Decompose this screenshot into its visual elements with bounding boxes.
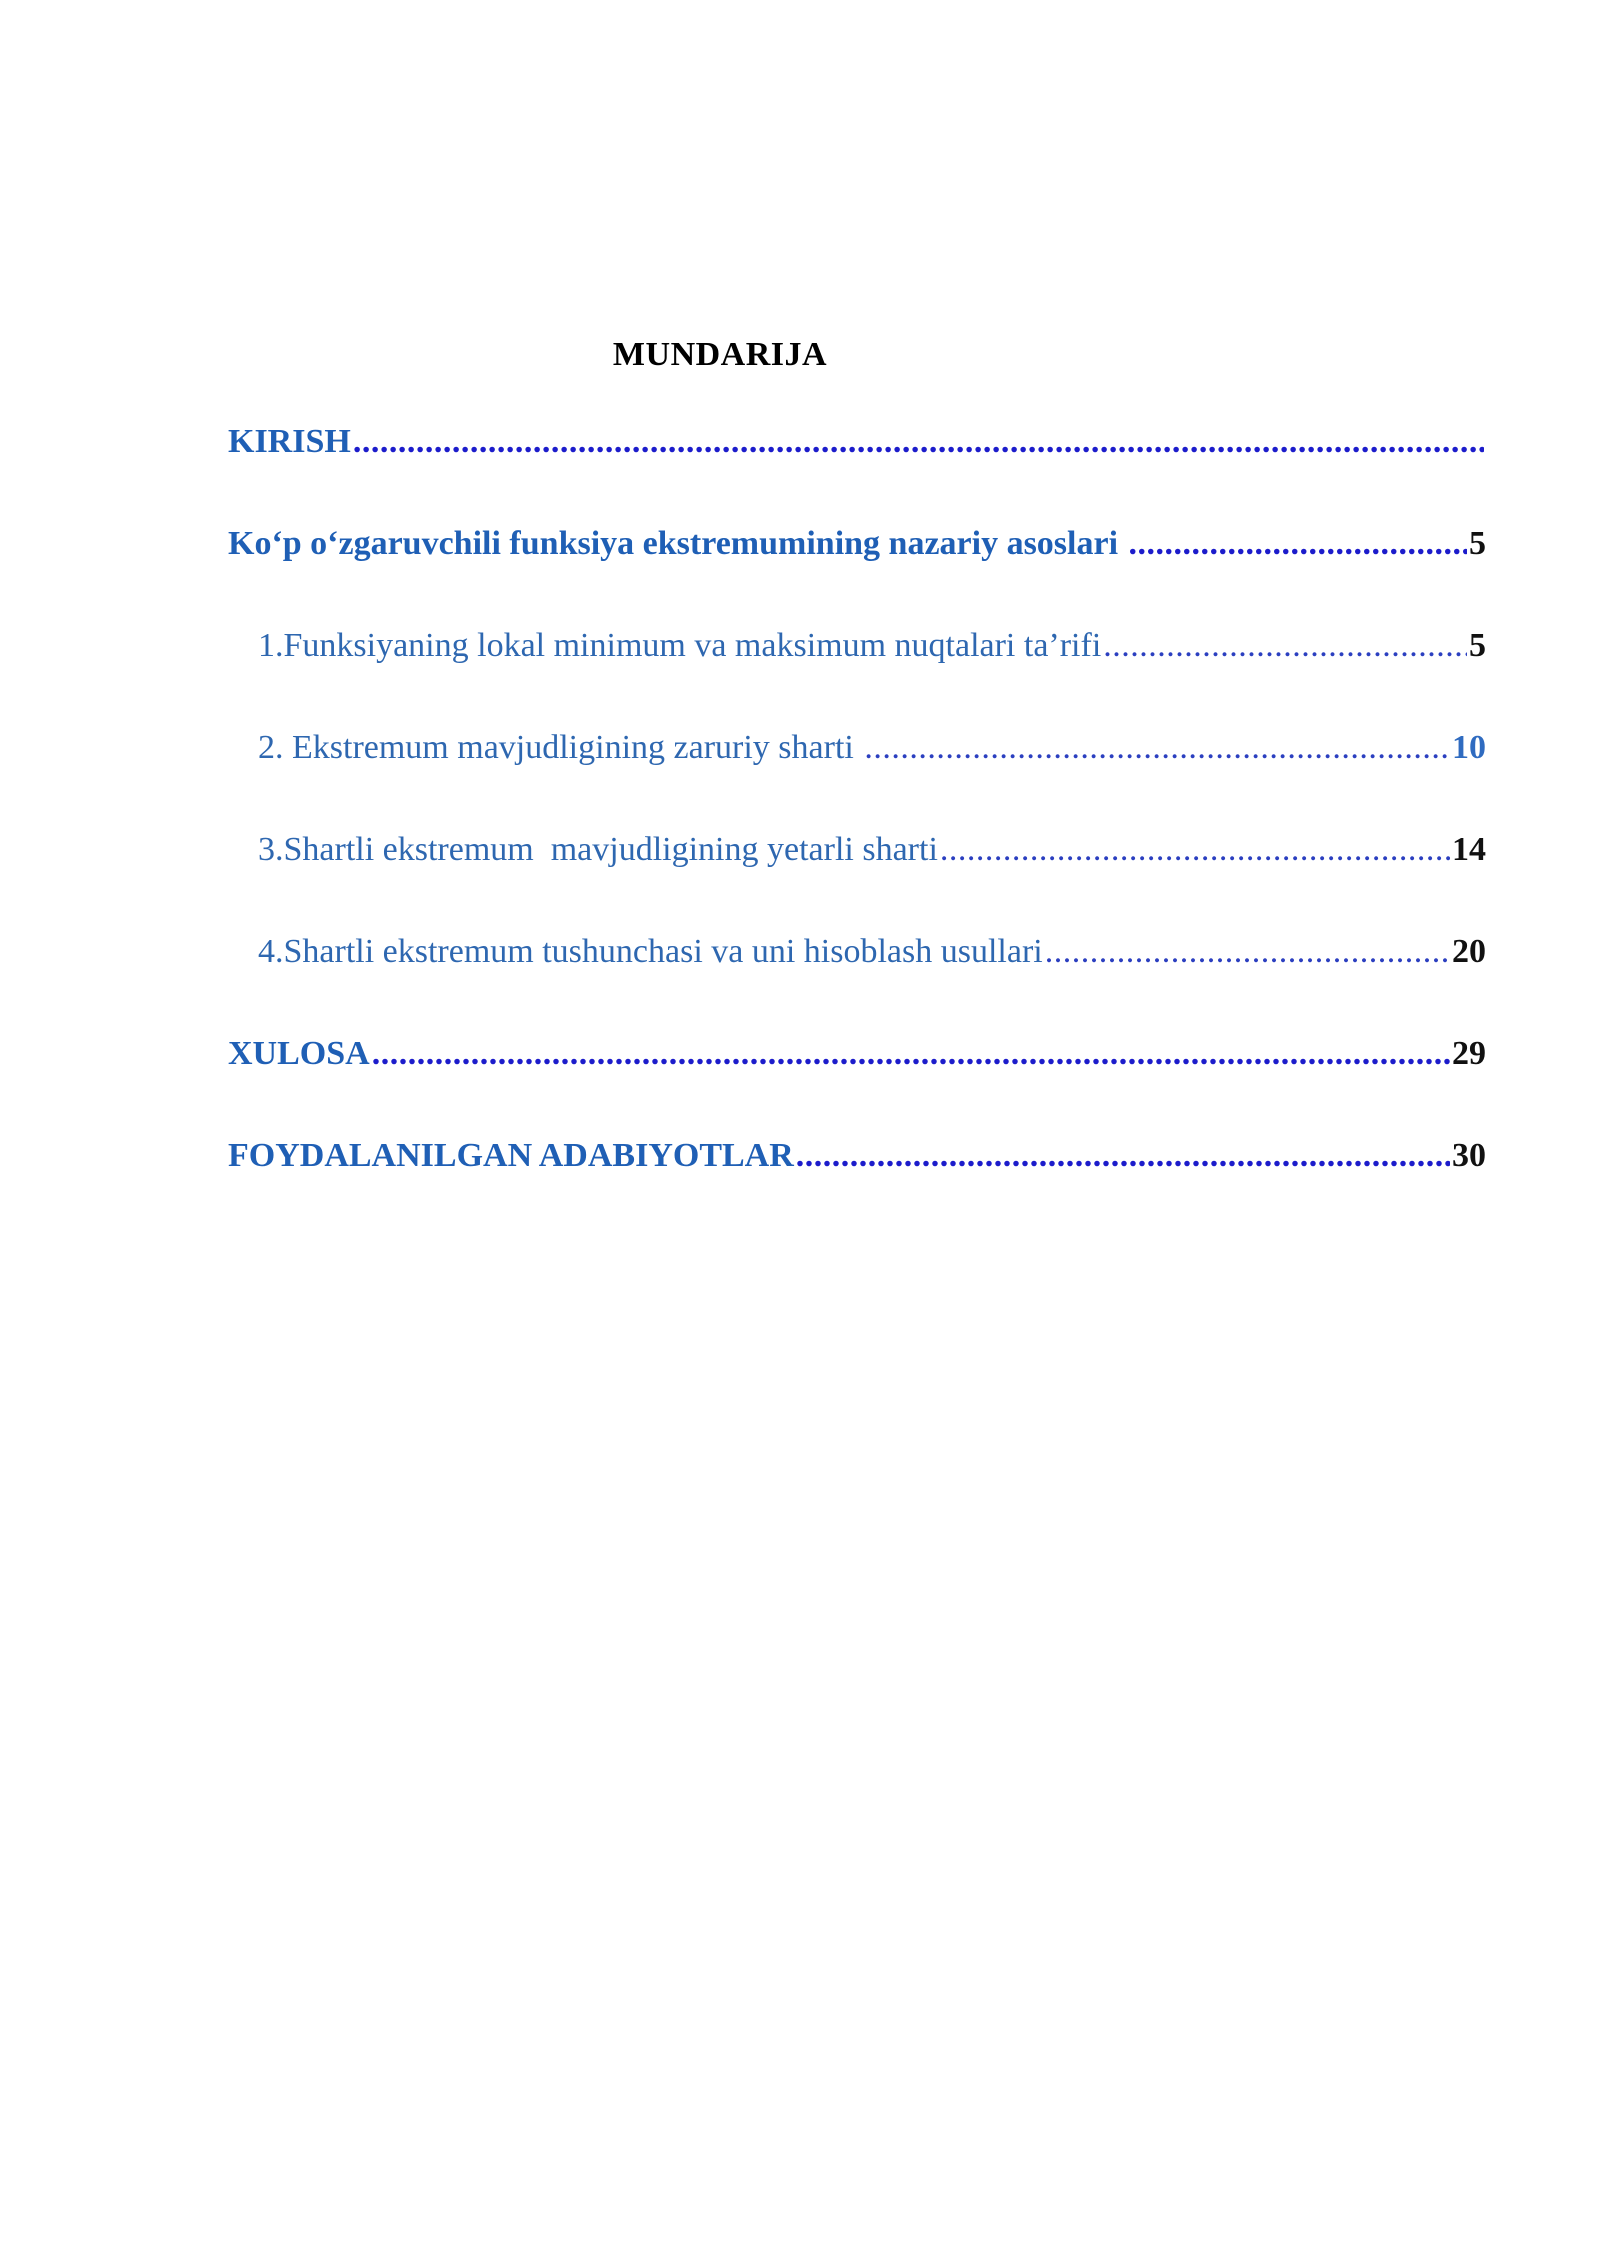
dot-leader xyxy=(1103,627,1467,665)
dot-leader xyxy=(1045,933,1450,971)
toc-entry-section-2[interactable] xyxy=(258,729,1486,773)
toc-entry-section-1[interactable] xyxy=(258,627,1486,671)
dot-leader xyxy=(1129,525,1467,563)
toc-entry-section-3[interactable] xyxy=(258,831,1486,875)
dot-leader xyxy=(940,831,1450,869)
toc-entry-label[interactable]: 2. Ekstremum mavjudligining zaruriy sharti xyxy=(258,729,863,766)
toc-entry-page: 20 xyxy=(1452,933,1486,970)
dot-leader xyxy=(353,423,1484,461)
toc-entry-label[interactable]: 3.Shartli ekstremum mavjudligining yetarli sharti xyxy=(258,831,938,868)
toc-entry-kirish[interactable] xyxy=(228,423,1486,467)
toc-title: MUNDARIJA xyxy=(612,336,828,373)
toc-entry-page: 5 xyxy=(1469,525,1486,562)
toc-entry-label[interactable]: KIRISH xyxy=(228,423,351,460)
toc-entry-page: 30 xyxy=(1452,1137,1486,1174)
toc-entry-label[interactable]: 4.Shartli ekstremum tushunchasi va uni hisoblash usullari xyxy=(258,933,1043,970)
toc-entry-xulosa[interactable] xyxy=(228,1035,1486,1079)
dot-leader xyxy=(796,1137,1450,1175)
toc-entry-nazariy-asoslari[interactable] xyxy=(228,525,1486,569)
dot-leader xyxy=(372,1035,1450,1073)
toc-entry-label[interactable]: 1.Funksiyaning lokal minimum va maksimum nuqtalari ta’rifi xyxy=(258,627,1102,664)
toc-entry-page: 5 xyxy=(1469,627,1486,664)
toc-entry-page: 29 xyxy=(1452,1035,1486,1072)
toc-entry-label[interactable]: FOYDALANILGAN ADABIYOTLAR xyxy=(228,1137,794,1174)
toc-entry-label[interactable]: XULOSA xyxy=(228,1035,370,1072)
toc-entry-page: 10 xyxy=(1452,729,1486,766)
toc-entry-adabiyotlar[interactable] xyxy=(228,1137,1486,1181)
toc-entry-label[interactable]: Ko‘p o‘zgaruvchili funksiya ekstremumining nazariy asoslari xyxy=(228,525,1127,562)
toc-entry-page: 14 xyxy=(1452,831,1486,868)
toc-entry-section-4[interactable] xyxy=(258,933,1486,977)
dot-leader xyxy=(864,729,1450,767)
